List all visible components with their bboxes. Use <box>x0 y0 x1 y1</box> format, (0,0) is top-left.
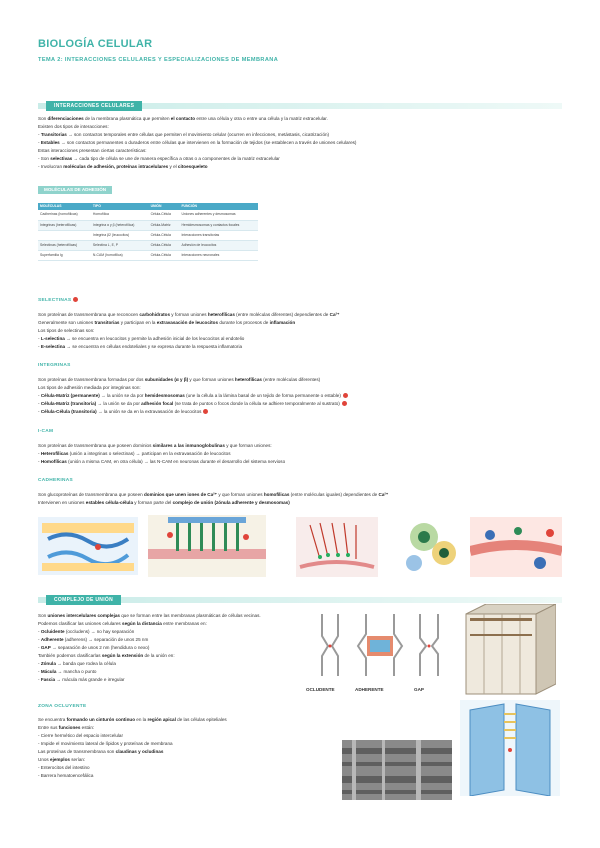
table-row <box>38 240 258 250</box>
junction-label-adherente: ADHERENTE <box>355 687 384 692</box>
table-row <box>38 230 258 240</box>
paragraph: Las proteínas de transmembrana son claudinas y ocludinas <box>38 749 164 754</box>
table-header-cell: FUNCIÓN <box>179 203 258 210</box>
alert-icon <box>343 393 348 398</box>
table-row <box>38 220 258 230</box>
junction-label-gap: GAP <box>414 687 424 692</box>
alert-icon <box>73 297 78 302</box>
list-item: - E-selectina → se encuentra en células endoteliales y se expresa durante la respuesta inflamatoria <box>38 344 243 349</box>
section-heading-interacciones: INTERACCIONES CELULARES <box>46 101 142 111</box>
paragraph: Los tipos de adhesión mediada por integrinas son: <box>38 385 141 390</box>
paragraph: Entre sus funciones están: <box>38 725 95 730</box>
table-cell: Cadherinas (homofílicas) <box>38 210 91 220</box>
list-item: - Barrera hematoencefálica <box>38 773 94 778</box>
list-item: - L-selectina → se encuentra en leucocitos y permite la adhesión inicial de los leucocitos al endotelio <box>38 336 245 341</box>
heading-icam: I-CAM <box>38 429 54 434</box>
table-cell: Interacciones neuronales <box>179 250 258 260</box>
paragraph: Los tipos de selectinas son: <box>38 328 95 333</box>
table-cell: Selectina L, E, P <box>91 240 149 250</box>
paragraph: Se encuentra formando un cinturón continuo en la región apical de las células epiteliales <box>38 717 227 722</box>
list-item: - Estables → son contactos permanentes o duraderos entre células que intervienen en la formación de tejidos (se establecen a través de uniones celulares) <box>38 140 357 145</box>
list-item: - Cierre hermético del espacio intercelular <box>38 733 124 738</box>
paragraph: Unos ejemplos serían: <box>38 757 86 762</box>
table-cell: Homofílica <box>91 210 149 220</box>
adhesion-table <box>38 203 258 261</box>
diagram-cadherin-binding <box>38 517 138 575</box>
table-cell: N-CAM (homofílica) <box>91 250 149 260</box>
table-cell: Célula-Célula <box>149 210 180 220</box>
subsection-heading-moleculas: MOLÉCULAS DE ADHESIÓN <box>38 186 112 194</box>
diagram-icam-cells <box>402 517 462 577</box>
diagram-epithelial-block <box>456 604 556 698</box>
list-item: - Son selectivas → cada tipo de célula se une de manera específica a otras o a componentes de la matriz extracelular <box>38 156 280 161</box>
table-cell: Integrina α y β (heterofílica) <box>91 220 149 230</box>
heading-selectinas: SELECTINAS <box>38 297 78 304</box>
list-item: - Célula-Matriz (transitoria) → la unión se da por adhesión focal (se trata de puntos o focos donde la célula se adhiere temporalmente al sustrato) <box>38 400 562 407</box>
paragraph: Existen dos tipos de interacciones: <box>38 124 109 129</box>
table-cell: Célula-Célula <box>149 250 180 260</box>
table-cell: Selectinas (heterofílicas) <box>38 240 91 250</box>
paragraph: Generalmente son uniones transitorias y participan en la extravasación de leucocitos durante los procesos de inflamación <box>38 320 296 325</box>
paragraph: Son diferenciaciones de la membrana plasmática que permiten el contacto entre una célula y otra o entre una célula y la matriz extracelular. <box>38 116 328 121</box>
table-cell: Integrinas (heterofílicas) <box>38 220 91 230</box>
list-item: - Adherente (adherens) → separación de unos 25 nm <box>38 637 149 642</box>
table-cell: Uniones adherentes y desmosomas <box>179 210 258 220</box>
diagram-integrin-adhesion <box>296 517 378 577</box>
document-subtitle: TEMA 2: INTERACCIONES CELULARES Y ESPECIALIZACIONES DE MEMBRANA <box>38 57 279 63</box>
table-cell <box>38 230 91 240</box>
paragraph: También podemos clasificarlas según la extensión de la unión en: <box>38 653 175 658</box>
diagram-cadherin-tissue <box>470 517 562 577</box>
list-item: - GAP → separación de unos 2 nm (hendidura o nexo) <box>38 645 150 650</box>
junction-label-ocludente: OCLUDENTE <box>306 687 335 692</box>
table-row <box>38 210 258 220</box>
document-title: BIOLOGÍA CELULAR <box>38 38 153 50</box>
heading-zona-ocluyente: ZONA OCLUYENTE <box>38 704 87 709</box>
paragraph: Podemos clasificar las uniones celulares según la distancia entre membranas en: <box>38 621 207 626</box>
list-item: - Célula-Matriz (permanente) → la unión se da por hemidesmosomas (une la célula a la lámina basal de un tejido de forma permanente o estable) <box>38 392 562 399</box>
list-item: - Enterocitos del intestino <box>38 765 90 770</box>
table-cell: Célula-Matriz <box>149 220 180 230</box>
paragraph: Son proteínas de transmembrana que poseen dominios similares a las inmunoglobulinas y que forman uniones: <box>38 443 272 448</box>
diagram-junction-types <box>308 612 452 682</box>
list-item: - Célula-Célula (transitoria) → la unión se da en la extravasación de leucocitos <box>38 408 562 415</box>
table-cell: Célula-Célula <box>149 240 180 250</box>
paragraph: Son uniones intercelulares complejas que se forman entre las membranas plasmáticas de células vecinas. <box>38 613 261 618</box>
list-item: - Transitorias → son contactos temporales entre células que permiten el movimiento celular (ocurren en infecciones, metástasis, cicatrización) <box>38 132 330 137</box>
paragraph: Estas interacciones presentan ciertas características: <box>38 148 147 153</box>
table-cell: Adhesión de leucocitos <box>179 240 258 250</box>
table-header-cell: MOLÉCULAS <box>38 203 91 210</box>
table-header-cell: UNIÓN <box>149 203 180 210</box>
diagram-tight-junction-3d <box>460 700 560 796</box>
heading-cadherinas: CADHERINAS <box>38 478 73 483</box>
alert-icon <box>342 401 347 406</box>
heading-integrinas: INTEGRINAS <box>38 363 71 368</box>
list-item: - Ocluidente (occludens) → no hay separación <box>38 629 135 634</box>
table-cell: Hemidesmosomas y contactos focales <box>179 220 258 230</box>
alert-icon <box>203 409 208 414</box>
list-item: - Fascia → mácula más grande e irregular <box>38 677 125 682</box>
micrograph-tight-junction <box>342 740 452 800</box>
table-cell: Integrina β2 (leucocitos) <box>91 230 149 240</box>
table-header-cell: TIPO <box>91 203 149 210</box>
table-row <box>38 250 258 260</box>
paragraph: Son proteínas de transmembrana formadas por dos subunidades (α y β) y que forman uniones heterofílicas (entre moléculas diferentes) <box>38 377 321 382</box>
list-item: - Zónula → banda que rodea la célula <box>38 661 116 666</box>
table-cell: Superfamilia Ig <box>38 250 91 260</box>
paragraph: Son proteínas de transmembrana que reconocen carbohidratos y forman uniones heterofílicas (entre moléculas diferentes) dependientes de Ca²⁺ <box>38 312 340 317</box>
section-heading-complejo-union: COMPLEJO DE UNIÓN <box>46 595 121 605</box>
list-item: - Impide el movimiento lateral de lípidos y proteínas de membrana <box>38 741 173 746</box>
table-cell: Interacciones transitorias <box>179 230 258 240</box>
paragraph: Son glucoproteínas de transmembrana que poseen dominios que unen iones de Ca²⁺ y que forman uniones homofílicas (entre moléculas iguales) dependientes de Ca²⁺ <box>38 492 389 497</box>
paragraph: Intervienen en uniones estables célula-célula y forman parte del complejo de unión (zónula adherente y desmosomas) <box>38 500 290 505</box>
list-item: - Homofílicas (unión a misma CAM, en otra célula) → las N-CAM en neuronas durante el desarrollo del sistema nervioso <box>38 459 286 464</box>
diagram-leukocyte-extravasation <box>148 515 266 577</box>
table-cell: Célula-Célula <box>149 230 180 240</box>
list-item: - Involucran moléculas de adhesión, proteínas intracelulares y el citoesqueleto <box>38 164 208 169</box>
list-item: - Heterofílicas (unión a integrinas o selectinas) → participan en la extravasación de leucocitos <box>38 451 231 456</box>
list-item: - Mácula → mancha o punto <box>38 669 97 674</box>
